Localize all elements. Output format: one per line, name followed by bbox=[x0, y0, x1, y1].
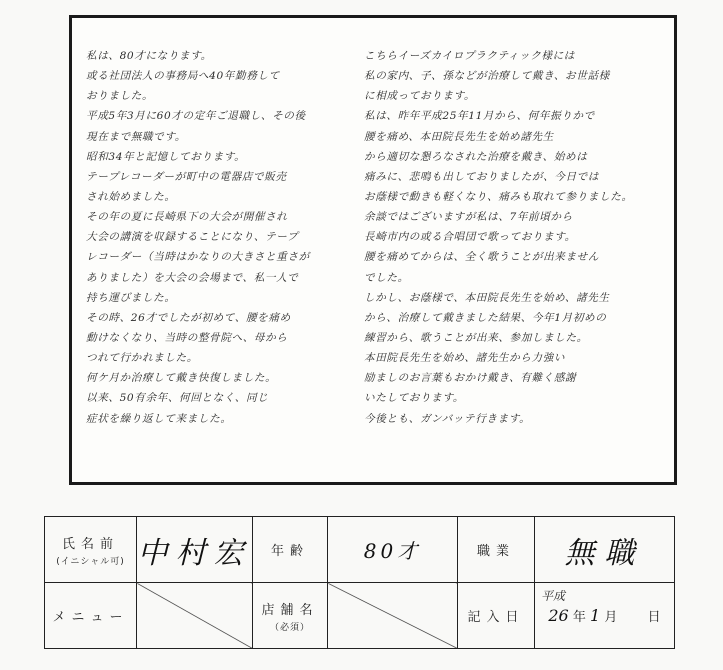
letter-line: おりました。 bbox=[86, 90, 154, 103]
letter-line: つれて行かれました。 bbox=[86, 352, 198, 365]
letter-left-column bbox=[86, 46, 364, 429]
letter-line: から適切な懇ろなされた治療を戴き、始めは bbox=[364, 150, 588, 163]
letter-line: 腰を痛めてからは、全く歌うことが出来ません bbox=[364, 251, 600, 264]
letter-line: でした。 bbox=[364, 271, 409, 284]
letter-line: 大会の講演を収録することになり、テープ bbox=[86, 231, 299, 244]
testimonial-letter bbox=[69, 15, 677, 485]
letter-line: その年の夏に長崎県下の大会が開催され bbox=[86, 211, 288, 224]
letter-line: 現在まで無職です。 bbox=[86, 130, 186, 143]
date-year: 26 bbox=[548, 606, 569, 625]
letter-line: 私は、昨年平成25年11月から、何年振りかで bbox=[364, 110, 595, 123]
age-value[interactable]: 80才 bbox=[328, 517, 458, 583]
letter-line: 以来、50有余年、何回となく、同じ bbox=[86, 392, 269, 405]
letter-line: 今後とも、ガンバッテ行きます。 bbox=[364, 412, 531, 425]
menu-value-empty[interactable] bbox=[137, 583, 253, 649]
letter-line: 余談ではございますが私は、7年前頃から bbox=[364, 211, 573, 224]
letter-line: 何ケ月か治療して戴き快復しました。 bbox=[86, 372, 277, 385]
date-era: 平成 bbox=[541, 589, 566, 603]
job-value[interactable]: 無職 bbox=[535, 517, 675, 583]
name-sub-label: (イニシャル可) bbox=[56, 556, 125, 567]
letter-line: 症状を繰り返して来ました。 bbox=[86, 412, 232, 425]
letter-line: 痛みに、悲鳴も出しておりましたが、今日では bbox=[364, 170, 600, 183]
date-label: 記入日 bbox=[458, 583, 535, 649]
info-form-table bbox=[44, 516, 675, 649]
letter-line: 長崎市内の或る合唱団で歌っております。 bbox=[364, 231, 576, 244]
store-value-empty[interactable] bbox=[328, 583, 458, 649]
letter-line: 励ましのお言葉もおかけ戴き、有難く感謝 bbox=[364, 372, 577, 385]
date-month: 1 bbox=[590, 606, 601, 625]
store-label-cell bbox=[253, 583, 328, 649]
letter-line: 平成5年3月に60才の定年ご退職し、その後 bbox=[86, 110, 306, 123]
letter-line: 昭和34年と記憶しております。 bbox=[86, 150, 246, 163]
letter-line: 私の家内、子、孫などが治療して戴き、お世話様 bbox=[364, 70, 610, 83]
date-month-unit: 月 bbox=[604, 610, 618, 625]
letter-line: テープレコーダーが町中の電器店で販売 bbox=[86, 170, 287, 183]
letter-line: こちらイーズカイロプラクティック様には bbox=[364, 50, 575, 62]
name-label-cell bbox=[45, 517, 137, 583]
letter-line: 私は、80才になります。 bbox=[86, 50, 212, 62]
date-day-unit: 日 bbox=[647, 610, 661, 625]
letter-line: ありました）を大会の会場まで、私一人で bbox=[86, 271, 299, 284]
job-label: 職業 bbox=[458, 517, 535, 583]
letter-line: 動けなくなり、当時の整骨院へ、母から bbox=[86, 331, 288, 344]
store-label: 店舗名 bbox=[261, 602, 319, 618]
letter-line: いたしております。 bbox=[364, 392, 464, 405]
name-value[interactable]: 中村宏 bbox=[137, 517, 253, 583]
letter-line: お蔭様で動きも軽くなり、痛みも取れて参りました。 bbox=[364, 190, 633, 203]
letter-line: 練習から、歌うことが出来、参加しました。 bbox=[364, 331, 588, 344]
date-value[interactable] bbox=[535, 583, 675, 649]
letter-line: レコーダー（当時はかなりの大きさと重さが bbox=[86, 251, 310, 264]
letter-line: に相成っております。 bbox=[364, 90, 476, 103]
age-label: 年齢 bbox=[253, 517, 328, 583]
store-sub-label: （必須） bbox=[269, 622, 310, 633]
letter-line: 腰を痛め、本田院長先生を始め諸先生 bbox=[364, 130, 554, 143]
menu-label: メニュー bbox=[45, 583, 137, 649]
name-label: 氏名前 bbox=[61, 536, 119, 552]
letter-line: しかし、お蔭様で、本田院長先生を始め、諸先生 bbox=[364, 291, 610, 304]
letter-line: され始めました。 bbox=[86, 190, 176, 203]
letter-line: 本田院長先生を始め、諸先生から力強い bbox=[364, 352, 566, 365]
date-year-unit: 年 bbox=[572, 610, 586, 625]
letter-right-column bbox=[364, 46, 642, 429]
letter-line: その時、26才でしたが初めて、腰を痛め bbox=[86, 311, 291, 324]
form-row-2 bbox=[45, 583, 675, 649]
letter-line: 持ち運びました。 bbox=[86, 291, 176, 304]
letter-line: から、治療して戴きました結果、今年1月初めの bbox=[364, 311, 607, 324]
form-row-1 bbox=[45, 517, 675, 583]
letter-line: 或る社団法人の事務局へ40年勤務して bbox=[86, 70, 280, 83]
